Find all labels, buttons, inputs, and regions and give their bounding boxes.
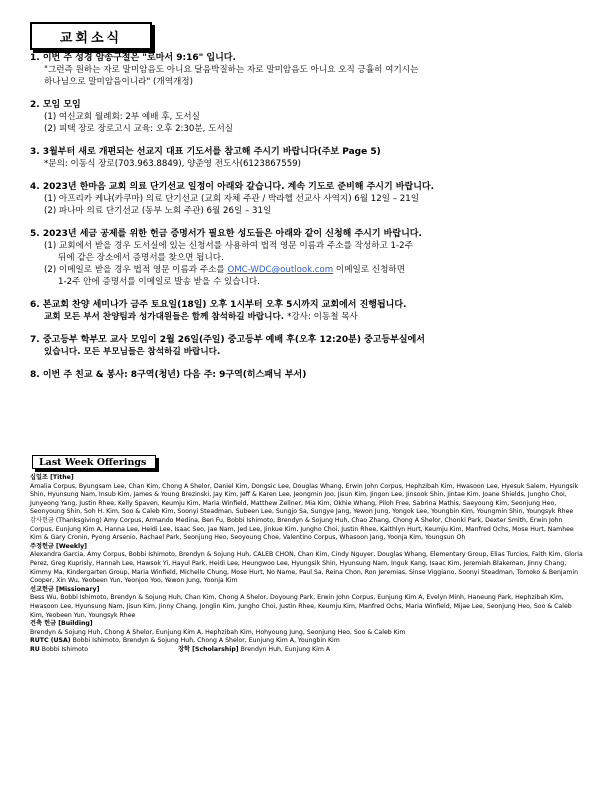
announcement-line: 뒤에 같은 장소에서 증명서를 찾으면 됩니다.	[58, 253, 224, 263]
announcement-heading: 4. 2023년 한마음 교회 의료 단기선교 일정이 아래와 같습니다. 계속 기도로 준비해 주시기 바랍니다.	[30, 182, 434, 192]
announcement-heading: 5. 2023년 세금 공제를 위한 헌금 증명서가 필요한 성도들은 아래와 같이 신청해 주시기 바랍니다.	[30, 229, 422, 239]
offering-names: Bess Wu, Bobbi Ishimoto, Brendyn & Sojung Huh, Chan Kim, Chong A Shelor, Doyoung Park, Erwin John Corpus, Eunjung Kim A, Evelyn Minh, Haneung Park, Hephzibah Kim, Hwasoon Lee, Hyunsung Nam, Jisun Kim, Jinny Chang, Jonglin Kim, Jungho Choi, Justin Rhee, Keumju Kim, Manfred Ochs, Maria Winfield, Mijae Lee, Seonjung Heo, Soo & Caleb Kim, Yeobeen Yun, Youngsyk Rhee	[30, 594, 572, 619]
offering-names: RUTC (USA) Bobbi Ishimoto, Brendyn & Sojung Huh, Chong A Shelor, Eunjung Kim A, Youngbin Kim	[30, 637, 340, 645]
announcement-line: (1) 교회에서 받을 경우 도서실에 있는 신청서를 사용하여 법적 영문 이름과 주소를 작성하고 1-2주	[44, 241, 413, 251]
announcement-heading: 7. 중고등부 학부모 교사 모임이 2월 26일(주일) 중고등부 예배 후(오후 12:20분) 중고등부실에서	[30, 335, 425, 345]
offering-names: Amalia Corpus, Byungsam Lee, Chan Kim, Chong A Shelor, Daniel Kim, Dongsic Lee, Douglas Whang, Erwin John Corpus, Hephzibah Kim, Hwasoon Lee, Hyesuk Salem, Hyungsik Shin, Hyunsung Nam, Insub Kim, James & Young Brezinski, Jay Kim, Jeff & Karen Lee, Jeongmin Joo, Jisun Kim, Jingon Lee, Jinsook Shin, Jintae Kim, Joane Shields, Jungho Choi, Junyeong Yang, Justin Rhee, Kelly Spaven, Keumju Kim, Maria Winfield, Matthew Zellner, Mia Kim, Okhie Whang, Piloh Free, Sabrina Mathis, Saeyoung Kim, Seonjung Heo, Seonyoung Shin, Soh H. Kim, Soo & Caleb Kim, Soonyi Steadman, Subeen Lee, Sungjo Sa, Sungye Jang, Yewon Jung, Yongok Lee, Youngbin Kim, Youngmin Shin, Youngsyk Rhee	[30, 482, 579, 516]
announcement-item	[30, 369, 586, 381]
announcement-line: *문의: 이동식 장로(703.963.8849), 양준영 전도사(6123867559)	[44, 159, 301, 169]
offerings-title: Last Week Offerings	[32, 455, 156, 469]
announcement-heading: 2. 모임 모임	[30, 100, 81, 110]
announcement-heading: 3. 3월부터 새로 개편되는 선교지 대표 기도서를 참고해 주시기 바랍니다(주보 Page 5)	[30, 147, 381, 157]
announcement-item	[30, 228, 586, 288]
page-title: 교회소식	[30, 22, 152, 50]
announcement-heading: 1. 이번 주 성경 암송구절은 "로마서 9:16" 입니다.	[30, 53, 236, 63]
email-link[interactable]: OMC-WDC@outlook.com	[227, 265, 334, 275]
offering-names: 감사헌금 (Thanksgiving) Amy Corpus, Armando Medina, Ben Fu, Bobbi Ishimoto, Brendyn & Sojung Huh, Chao Zhang, Chong A Shelor, Chonki Park, Dexter Smith, Erwin John Corpus, Eunjung Kim A, Hanna Lee, Heidi Lee, Isaac Seo, Jae Nam, Jed Lee, Jinkue Kim, Jungho Choi, Justin Rhee, Kaithlyn Hurt, Keumju Kim, Manfred Ochs, Mose Hurt, Namhee Kim & Gary Cronin, Pyong Arsenio, Rachael Park, Seonjung Heo, Seoyoung Choe, Valentino Corpus, Whasoon Jang, Yoonja Kim, Youngsun Oh	[30, 516, 574, 542]
announcement-item	[30, 181, 586, 217]
announcement-line: 있습니다. 모든 부모님들은 참석하길 바랍니다.	[44, 347, 221, 357]
announcement-list	[30, 52, 586, 392]
announcement-line: 하나님으로 말미암음이니라" (개역개정)	[44, 77, 193, 87]
offering-names: Alexandra Garcia, Amy Corpus, Bobbi Ishimoto, Brendyn & Sojung Huh, CALEB CHON, Chan Kim, Cindy Nguyer, Douglas Whang, Elementary Group, Elias Turcios, Faith Kim, Gloria Perez, Greg Kuprisly, Hannah Lee, Hawsok Yi, Hayul Park, Heidi Lee, Heungwoo Lee, Hyungsik Shin, Hyunsung Nam, Inguk Kang, Isaac Kim, Jeremiah Blakeman, Jinny Chang, Kimmy Ma, Kindergarten Group, Maria Winfield, Michelle Chung, Mose Hurt, No Name, Paul Sa, Reina Chon, Ron Jeremias, Sinse Viggiano, Soonyi Steadman, Tomoko & Benjamin Cooper, Xin Wu, Yeobeen Yun, Yeonjoo Yoo, Yewon Jung, Yoonja Kim	[30, 551, 583, 585]
offering-category: 주정헌금 [Weekly]	[30, 542, 87, 550]
offering-category: 건축 헌금 [Building]	[30, 620, 93, 628]
offering-names: Brendyn & Sojung Huh, Chong A Shelor, Eunjung Kim A, Hephzibah Kim, Hohyoung Jung, Seonjung Heo, Soo & Caleb Kim	[30, 628, 406, 636]
offering-category: RU	[30, 645, 40, 653]
announcement-item	[30, 299, 586, 323]
offering-category: 감사헌금 (Thanksgiving)	[30, 516, 102, 524]
offering-category: 선교헌금 [Missionary]	[30, 585, 100, 593]
announcement-item	[30, 52, 586, 88]
announcement-line: (2) 파나마 의료 단기선교 (동부 노회 주관) 6월 26일 – 31일	[44, 206, 272, 216]
announcement-line: (2) 이메일로 받을 경우 법적 영문 이름과 주소를 OMC-WDC@outlook.com 이메일로 신청하면	[44, 265, 406, 275]
announcement-line: (1) 여신교회 월례회: 2부 예배 후, 도서실	[44, 112, 200, 122]
announcement-line: (2) 피택 장로 장로고시 교육: 오후 2:30분, 도서실	[44, 124, 234, 134]
announcement-item	[30, 146, 586, 170]
announcement-heading: 8. 이번 주 친교 & 봉사: 8구역(청년) 다음 주: 9구역(히스패닉 부서)	[30, 370, 307, 380]
offering-category: RUTC (USA)	[30, 637, 71, 645]
announcement-item	[30, 334, 586, 358]
offering-names: RU Bobbi Ishimoto 장학 [Scholarship] Brendyn Huh, Eunjung Kim A	[30, 645, 331, 653]
offering-category: 장학 [Scholarship]	[178, 645, 239, 653]
announcement-heading: 6. 본교회 찬양 세미나가 금주 토요일(18일) 오후 1시부터 오후 5시까지 교회에서 진행됩니다.	[30, 300, 407, 310]
announcement-line: "그런즉 원하는 자로 말미암음도 아니요 달음박질하는 자로 말미암음도 아니요 오직 긍휼히 여기시는	[44, 65, 419, 75]
announcement-line: (1) 아프리카 케냐(카쿠마) 의료 단기선교 (교회 자체 주관 / 박라헬 선교사 사역지) 6월 12일 – 21일	[44, 194, 420, 204]
announcement-line: 1-2주 안에 증명서를 이메일로 발송 받을 수 있습니다.	[58, 277, 260, 287]
offerings-list	[30, 474, 586, 654]
announcement-item	[30, 99, 586, 135]
announcement-line: 교회 모든 부서 찬양팀과 성가대원들은 함께 참석하길 바랍니다. *강사: 이동철 목사	[44, 312, 358, 322]
offering-category: 십일조 [Tithe]	[30, 474, 74, 481]
